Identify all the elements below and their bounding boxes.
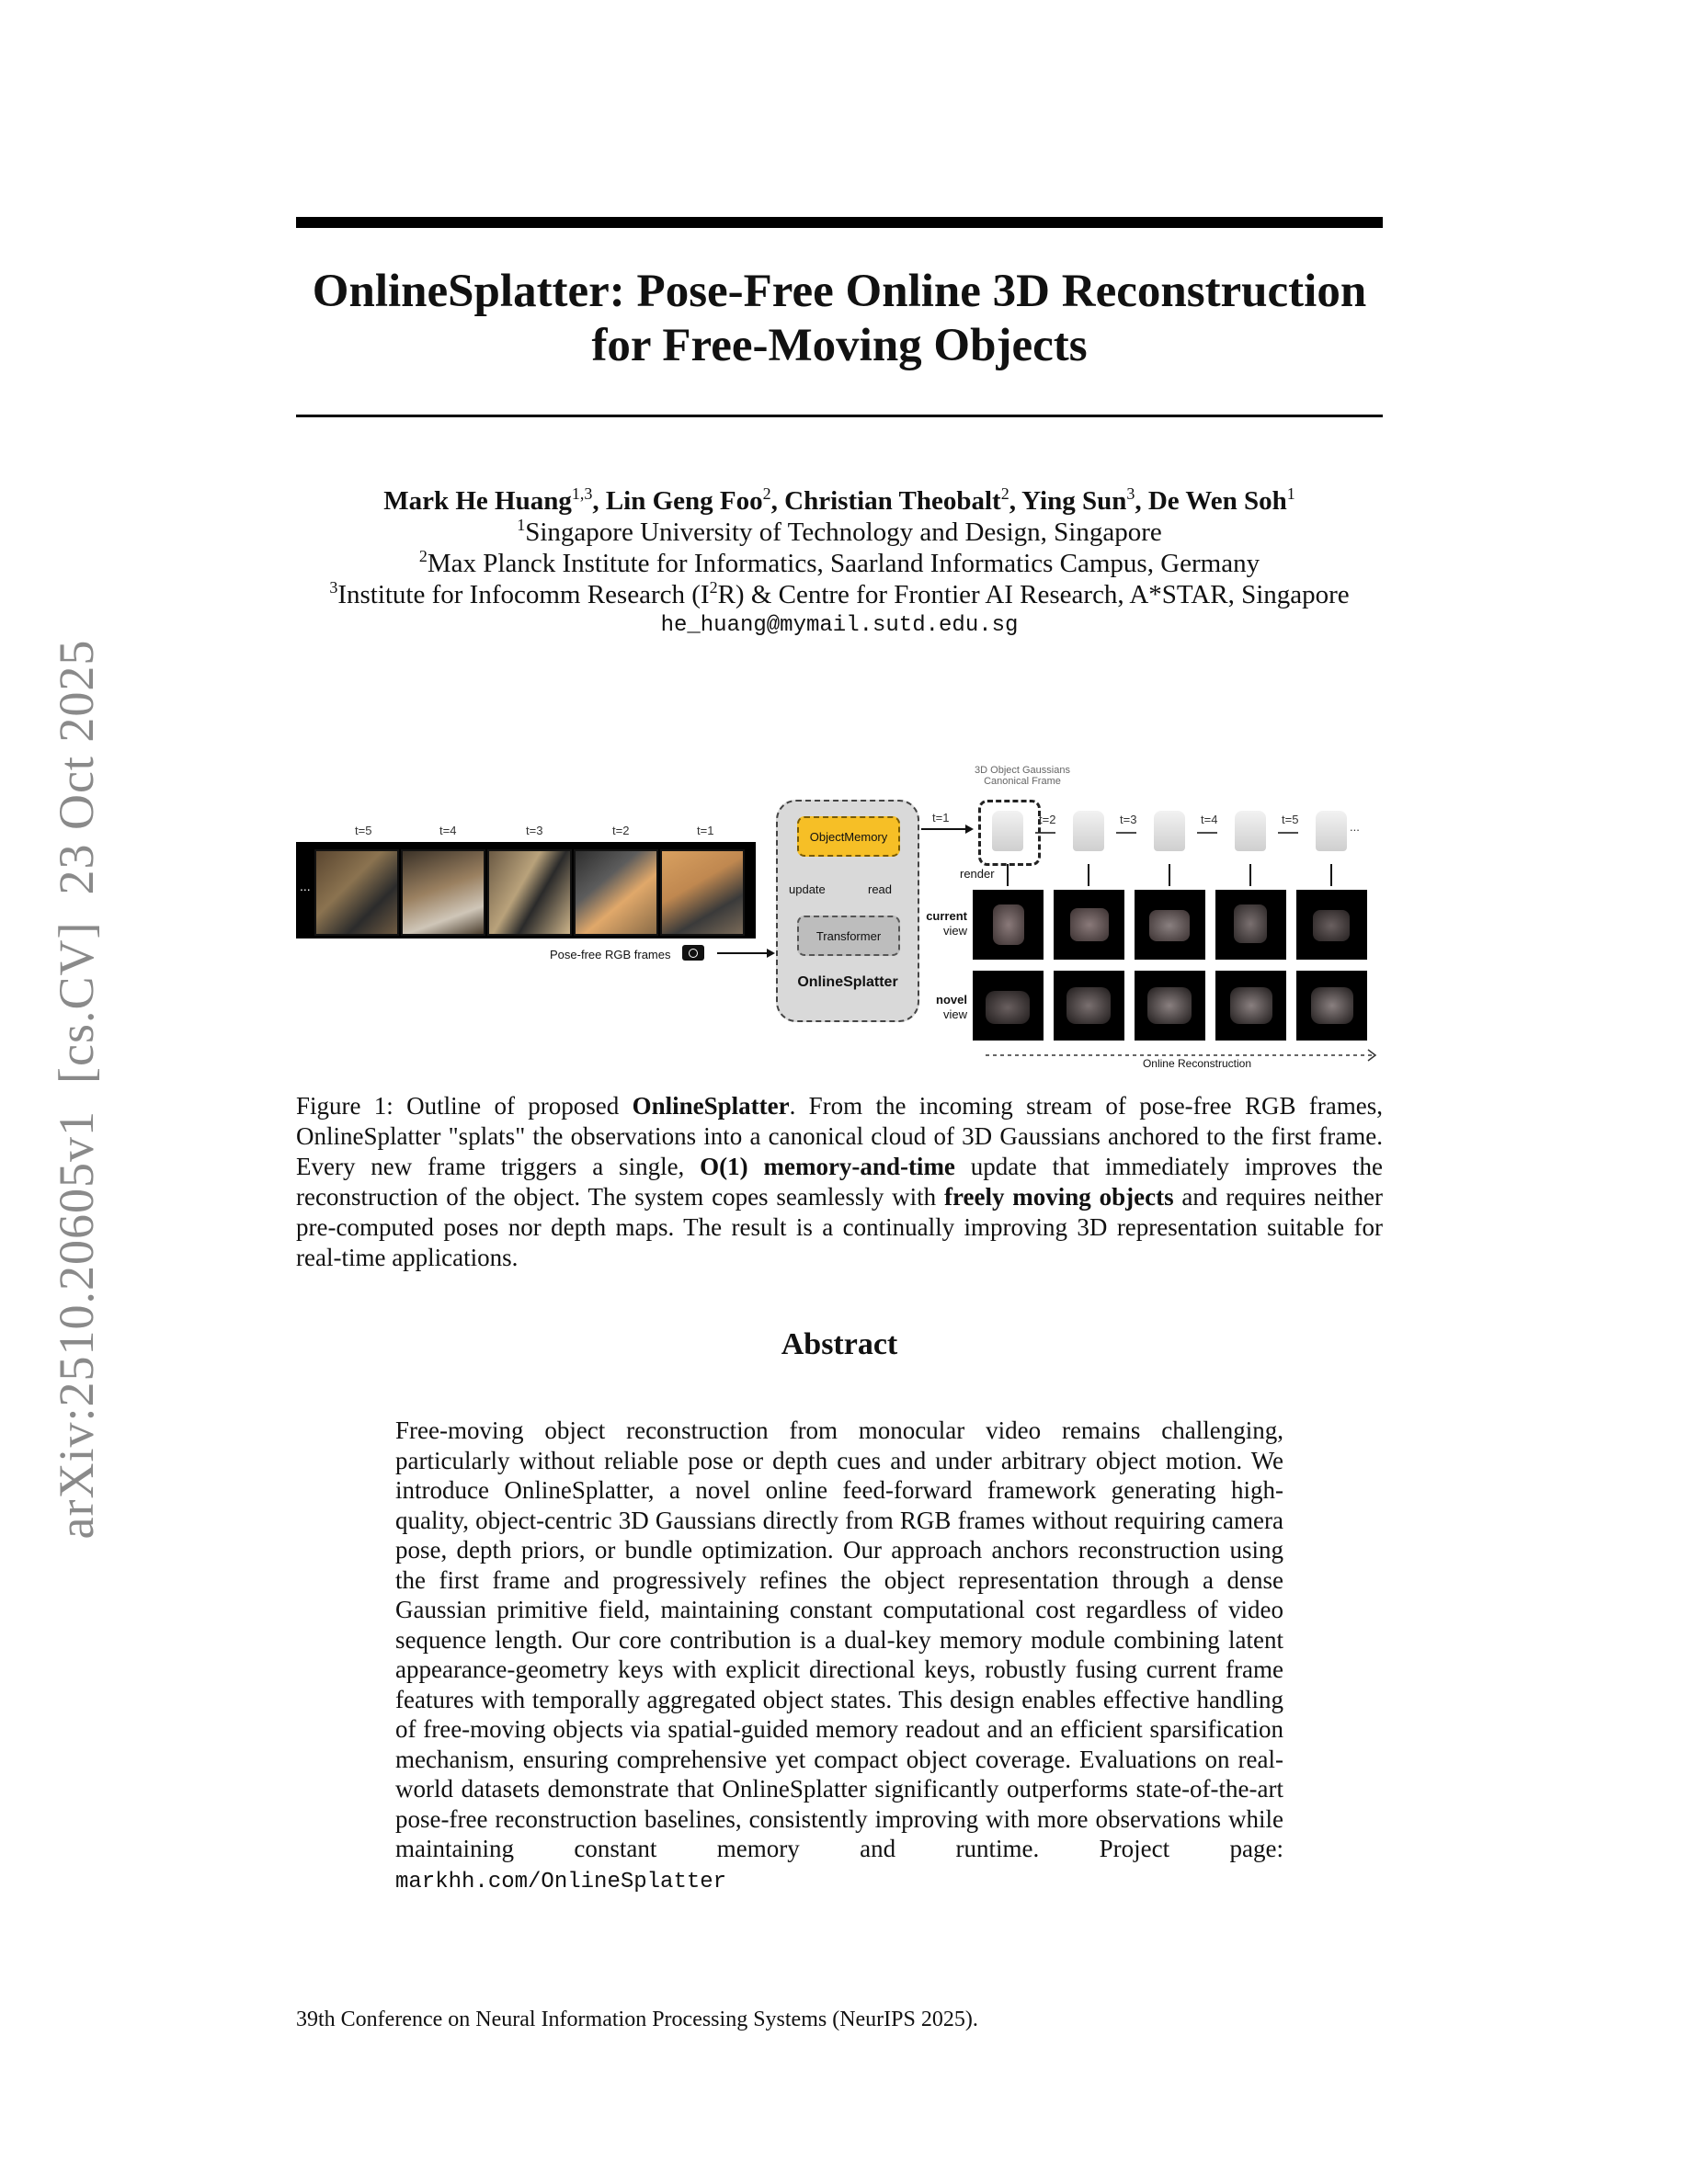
paper-title — [296, 265, 1383, 373]
current-view-render — [973, 890, 1044, 960]
affiliation: $^3$Institute for Infocomm Research $(I^2R)$ & Centre for Frontier AI Research, A*STAR, Singapore — [329, 578, 1350, 609]
time-label: t=2 — [1039, 813, 1056, 826]
abstract-body: Free-moving object reconstruction from monocular video remains challenging, particularly without reliable pose or depth cues and under arbitrary object motion. We introduce OnlineSplatter, a novel online feed-forward framework generating high-quality, object-centric 3D Gaussians directly from RGB frames without requiring camera pose, depth priors, or bundle optimization. Our approach anchors reconstruction using the first frame and progressively refines the object representation through a dense Gaussian primitive field, maintaining constant computational cost regardless of video sequence length. Our core contribution is a dual-key memory module combining latent appearance-geometry keys with explicit directional keys, robustly fusing current frame features with temporally aggregated object states. This design enables effective handling of free-moving objects via spatial-guided memory readout and an efficient sparsification mechanism, ensuring comprehensive yet compact object coverage. Evaluations on real-world datasets demonstrate that OnlineSplatter significantly outperforms state-of-the-art pose-free reconstruction baselines, consistently improving with more observations while maintaining constant memory and runtime. Project page: markhh.com/OnlineSplatter — [395, 1416, 1283, 1894]
time-label: t=5 — [1282, 813, 1299, 826]
time-label: t=1 — [697, 824, 714, 837]
figure-1 — [296, 765, 1383, 1068]
object-memory-box: ObjectMemory — [797, 816, 900, 857]
conference-footnote: 39th Conference on Neural Information Processing Systems (NeurIPS 2025). — [296, 2008, 978, 2031]
current-view-render — [1296, 890, 1367, 960]
view-label: view — [942, 924, 967, 938]
author-name: Christian Theobalt — [784, 486, 1001, 516]
gaussian-object — [1316, 811, 1347, 851]
affiliation: $^2$Max Planck Institute for Informatics, Saarland Informatics Campus, Germany — [418, 547, 1260, 578]
affiliation: $^1$Singapore University of Technology and Design, Singapore — [517, 516, 1162, 547]
novel-view-render — [1296, 971, 1367, 1041]
time-label: t=2 — [612, 824, 630, 837]
author-name: De Wen Soh — [1147, 486, 1287, 516]
transformer-box: Transformer — [797, 916, 900, 956]
time-label: t=3 — [1120, 813, 1137, 826]
pose-free-label: Pose-free RGB frames — [550, 948, 671, 961]
author-affil-sup: 2 — [762, 484, 771, 503]
author-name: Mark He Huang — [383, 486, 572, 516]
author-affil-sup: 3 — [1126, 484, 1135, 503]
current-view-render — [1054, 890, 1124, 960]
contact-email[interactable]: he_huang@mymail.sutd.edu.sg — [660, 613, 1019, 638]
title-bottom-rule — [296, 415, 1383, 417]
novel-view-render — [1135, 971, 1205, 1041]
gaussian-object — [1073, 811, 1104, 851]
author-block — [296, 485, 1383, 642]
render-label: render — [960, 867, 995, 881]
author-affil-sup: 1,3 — [571, 484, 593, 503]
read-label: read — [868, 882, 893, 896]
current-view-render — [1215, 890, 1286, 960]
online-reconstruction-label: Online Reconstruction — [1142, 1057, 1252, 1070]
project-page-link[interactable]: markhh.com/OnlineSplatter — [395, 1869, 727, 1894]
abstract-heading: Abstract — [781, 1327, 898, 1361]
time-label: t=5 — [355, 824, 372, 837]
update-label: update — [789, 882, 826, 896]
author-name: Ying Sun — [1021, 486, 1127, 516]
current-view-render — [1135, 890, 1205, 960]
onlinesplatter-label: OnlineSplatter — [797, 974, 898, 990]
current-label: current — [926, 909, 967, 923]
view-label: view — [942, 1007, 967, 1021]
gaussian-object — [1235, 811, 1266, 851]
time-label: t=3 — [526, 824, 543, 837]
author-affil-sup: 2 — [1000, 484, 1009, 503]
novel-view-render — [973, 971, 1044, 1041]
title-top-rule — [296, 217, 1383, 228]
novel-view-render — [1215, 971, 1286, 1041]
author-list: Mark He Huang$^{1,3}$, Lin Geng Foo$^2$, Christian Theobalt$^2$, Ying Sun$^3$, De Wen Soh$^1$ — [383, 484, 1295, 516]
gaussian-object — [1154, 811, 1185, 851]
title-line-1: OnlineSplatter: Pose-Free Online 3D Reconstruction — [312, 266, 1367, 317]
ellipsis: ... — [1350, 820, 1360, 834]
strip-ellipsis: ... — [300, 879, 311, 893]
time-label: t=4 — [1201, 813, 1218, 826]
canonical-title: 3D Object Gaussians Canonical Frame — [975, 765, 1070, 787]
novel-view-render — [1054, 971, 1124, 1041]
novel-label: novel — [936, 993, 967, 1007]
gaussian-object — [992, 811, 1023, 851]
author-affil-sup: 1 — [1286, 484, 1295, 503]
title-line-2: for Free-Moving Objects — [591, 320, 1088, 371]
author-name: Lin Geng Foo — [605, 486, 763, 516]
arxiv-id: arXiv:2510.20605v1 [cs.CV] 23 Oct 2025 — [49, 639, 104, 1540]
time-label: t=4 — [439, 824, 457, 837]
figure-caption: Figure 1: Outline of proposed OnlineSplatter. From the incoming stream of pose-free RGB frames, OnlineSplatter "splats" the observations into a canonical cloud of 3D Gaussians anchored to the first frame. Every new frame triggers a single, O(1) memory-and-time update that immediately improves the reconstruction of the object. The system copes seamlessly with freely moving objects and requires neither pre-computed poses nor depth maps. The result is a continually improving 3D representation suitable for real-time applications. — [296, 1092, 1384, 1271]
time-label: t=1 — [932, 811, 950, 825]
